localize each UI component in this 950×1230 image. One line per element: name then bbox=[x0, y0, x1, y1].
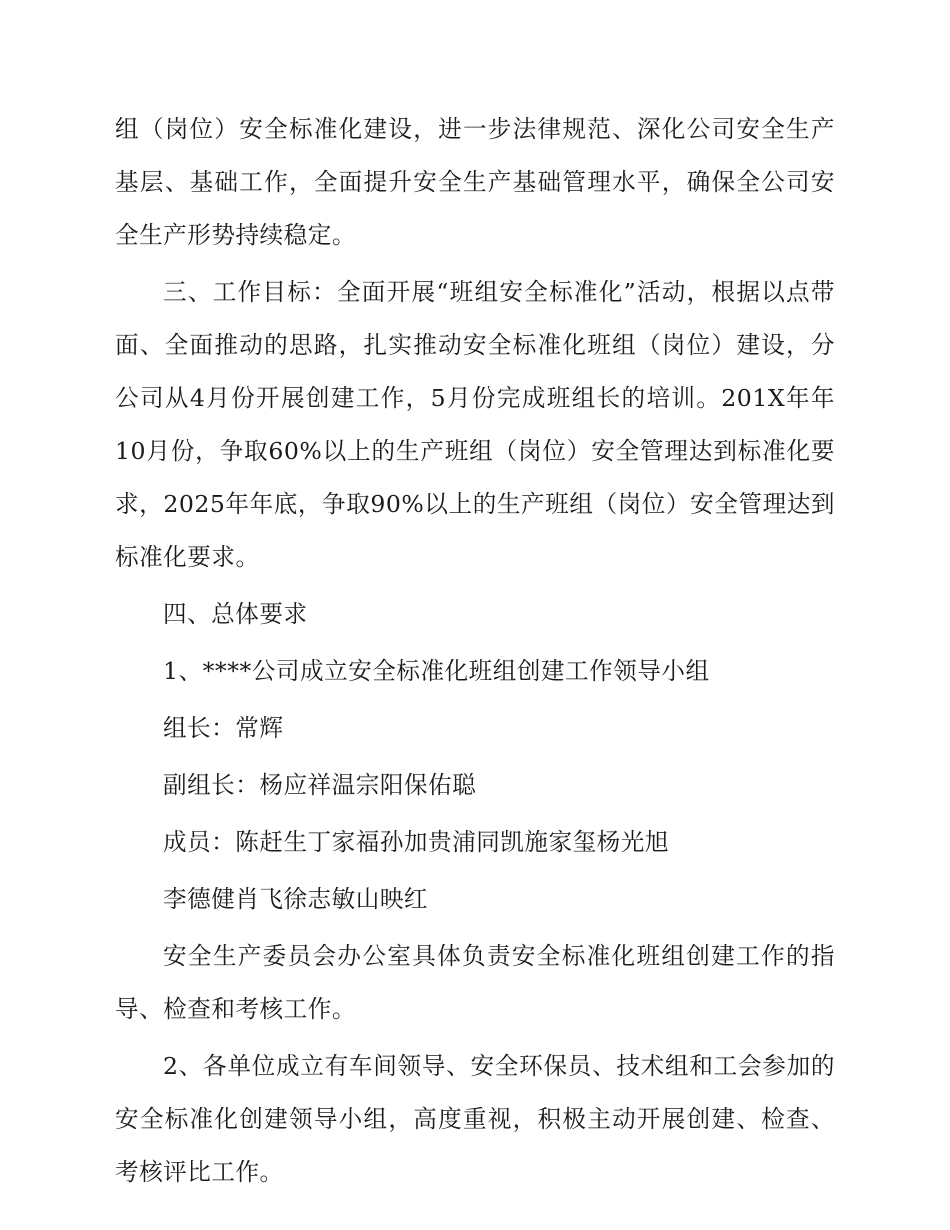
paragraph-deputy-leaders: 副组长：杨应祥温宗阳保佑聪 bbox=[163, 771, 477, 799]
paragraph-unit-groups: 2、各单位成立有车间领导、安全环保员、技术组和工会参加的安全标准化创建领导小组，高度重视，积极主动开展创建、检查、考核评比工作。 bbox=[115, 1052, 835, 1186]
document-body bbox=[115, 103, 835, 1199]
section-heading-general-requirements: 四、总体要求 bbox=[163, 600, 308, 628]
paragraph-group-leader: 组长：常辉 bbox=[163, 714, 284, 742]
paragraph-goal-continuation: 组（岗位）安全标准化建设，进一步法律规范、深化公司安全生产基层、基础工作，全面提升安全生产基础管理水平，确保全公司安全生产形势持续稳定。 bbox=[115, 115, 835, 249]
paragraph-members: 成员：陈赶生丁家福孙加贵浦同凯施家玺杨光旭 bbox=[163, 828, 669, 856]
paragraph-office-responsibility: 安全生产委员会办公室具体负责安全标准化班组创建工作的指导、检查和考核工作。 bbox=[115, 942, 835, 1023]
paragraph-work-objectives: 三、工作目标：全面开展“班组安全标准化”活动，根据以点带面、全面推动的思路，扎实推动安全标准化班组（岗位）建设，分公司从4月份开展创建工作，5月份完成班组长的培训。201X年年10月份，争取60%以上的生产班组（岗位）安全管理达到标准化要求，2025年年底，争取90%以上的生产班组（岗位）安全管理达到标准化要求。 bbox=[115, 278, 835, 571]
paragraph-members-continued: 李德健肖飞徐志敏山映红 bbox=[163, 885, 429, 913]
paragraph-leading-group: 1、****公司成立安全标准化班组创建工作领导小组 bbox=[163, 657, 710, 685]
